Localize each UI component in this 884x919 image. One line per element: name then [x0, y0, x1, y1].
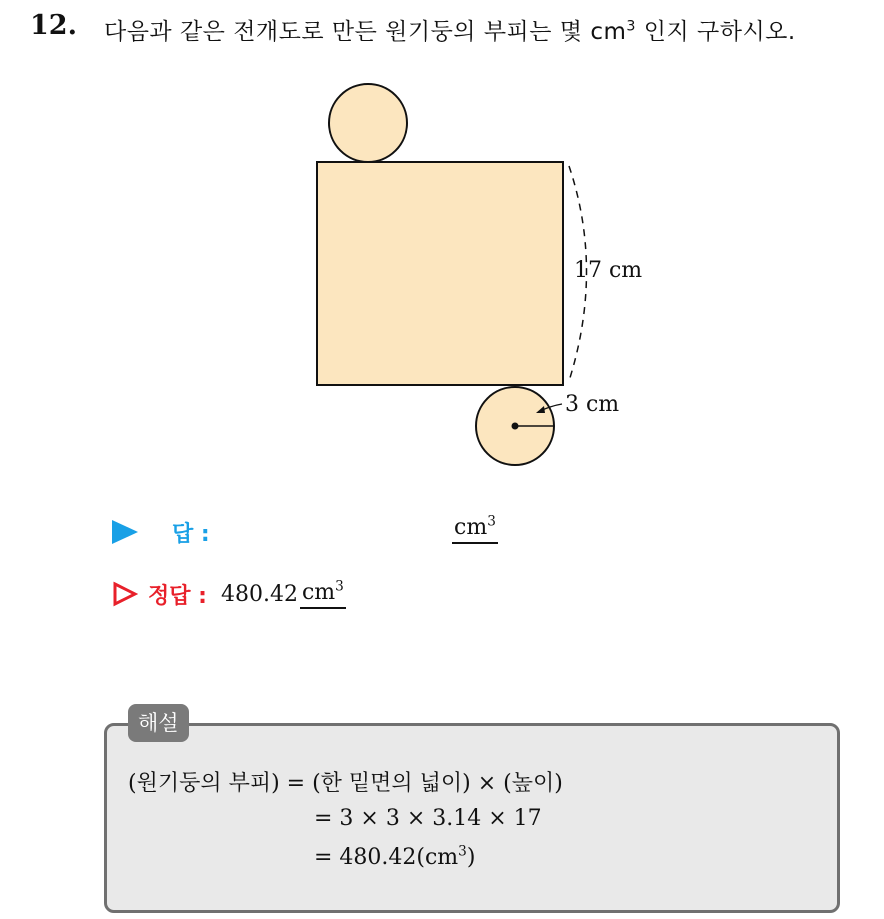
play-triangle-icon	[112, 520, 138, 544]
correct-answer-value: 480.42	[220, 581, 298, 607]
correct-answer-unit	[300, 580, 346, 609]
question-number: 12.	[30, 10, 77, 41]
correct-answer-row	[112, 577, 346, 611]
correct-unit-text: cm	[301, 579, 336, 605]
correct-unit-sup: 3	[335, 578, 344, 595]
question-text-main: 다음과 같은 전개도로 만든 원기둥의 부피는 몇 cm	[104, 19, 627, 45]
solution-tag: 해설	[128, 704, 189, 742]
radius-label: 3 cm	[565, 392, 620, 417]
answer-unit	[452, 515, 498, 544]
solution-line-3-end: )	[466, 845, 476, 870]
answer-unit-text: cm	[454, 515, 488, 540]
lateral-rectangle	[317, 162, 563, 385]
solution-line-2: = 3 × 3 × 3.14 × 17	[314, 806, 542, 831]
question-text-sup: 3	[626, 18, 636, 35]
solution-line-3-main: = 480.42(cm	[314, 845, 459, 870]
answer-label: 답 :	[172, 521, 210, 547]
answer-row	[112, 515, 210, 549]
solution-line-3-sup: 3	[458, 843, 467, 860]
height-label: 17 cm	[574, 258, 643, 283]
answer-unit-sup: 3	[487, 513, 496, 530]
correct-answer-label: 정답 :	[148, 583, 207, 609]
question-text-end: 인지 구하시오.	[635, 19, 796, 45]
solution-line-1: (원기둥의 부피) = (한 밑면의 넓이) × (높이)	[128, 771, 563, 796]
solution-line-3	[314, 845, 475, 870]
top-base-circle	[329, 84, 407, 162]
outline-triangle-icon	[112, 581, 138, 607]
